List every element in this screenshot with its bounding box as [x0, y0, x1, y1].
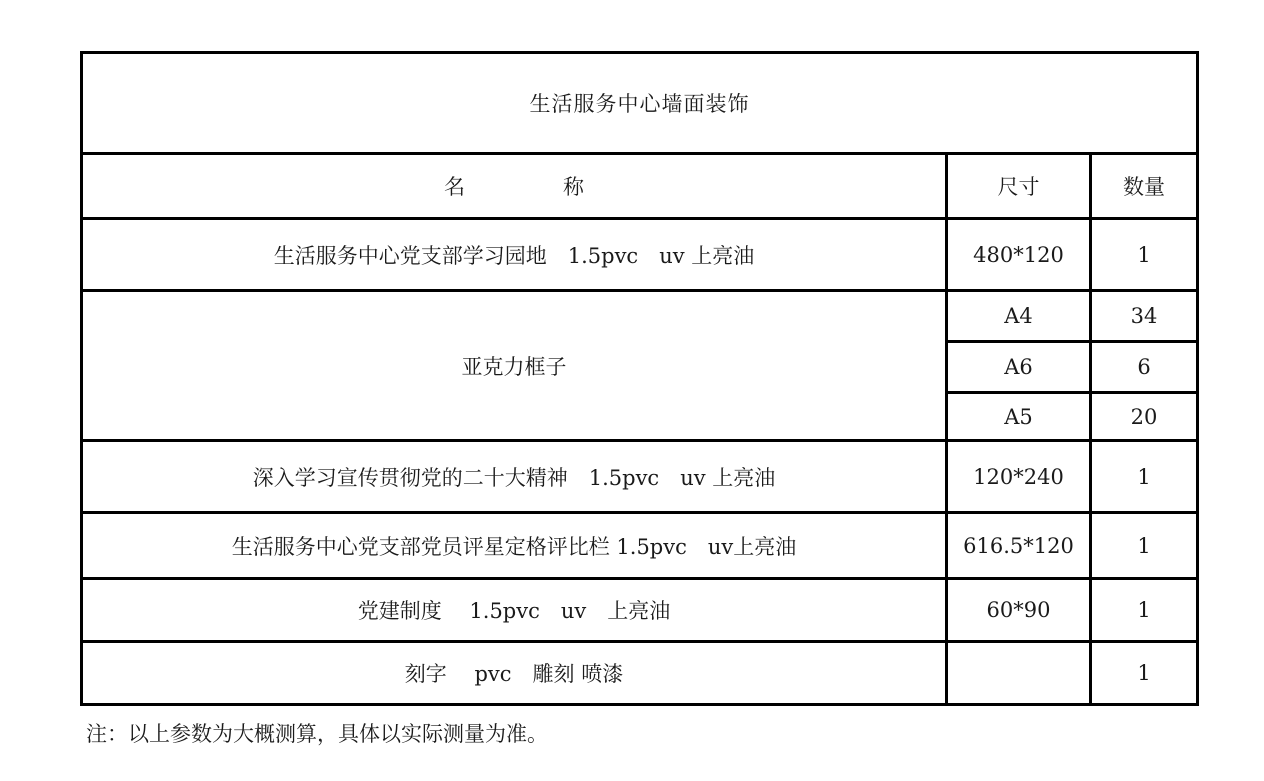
table-row: [82, 219, 1198, 291]
row-quantity: 34: [1091, 291, 1198, 342]
row-size: 60*90: [947, 579, 1091, 642]
row-name: 生活服务中心党支部学习园地 1.5pvc uv 上亮油: [82, 219, 947, 291]
row-quantity: 6: [1091, 342, 1198, 393]
decoration-table: [80, 51, 1199, 706]
row-name: 亚克力框子: [82, 291, 947, 441]
row-size: 616.5*120: [947, 513, 1091, 579]
header-size: 尺寸: [947, 154, 1091, 219]
row-size: A6: [947, 342, 1091, 393]
row-quantity: 1: [1091, 441, 1198, 513]
row-quantity: 1: [1091, 513, 1198, 579]
row-name: 刻字 pvc 雕刻 喷漆: [82, 642, 947, 705]
row-size: A5: [947, 393, 1091, 441]
row-quantity: 1: [1091, 642, 1198, 705]
footnote: 注：以上参数为大概测算，具体以实际测量为准。: [86, 722, 548, 746]
table-row: [82, 642, 1198, 705]
row-name: 深入学习宣传贯彻党的二十大精神 1.5pvc uv 上亮油: [82, 441, 947, 513]
header-quantity: 数量: [1091, 154, 1198, 219]
row-size: 120*240: [947, 441, 1091, 513]
header-name: [82, 154, 947, 219]
row-quantity: 1: [1091, 579, 1198, 642]
table-title: 生活服务中心墙面装饰: [82, 53, 1198, 154]
header-name-part2: 称: [563, 175, 584, 199]
header-name-part1: 名: [444, 175, 465, 199]
table-row: [82, 291, 1198, 342]
row-quantity: 20: [1091, 393, 1198, 441]
table-row: [82, 579, 1198, 642]
row-size: A4: [947, 291, 1091, 342]
row-name: 生活服务中心党支部党员评星定格评比栏 1.5pvc uv上亮油: [82, 513, 947, 579]
row-quantity: 1: [1091, 219, 1198, 291]
row-size: 480*120: [947, 219, 1091, 291]
row-size: [947, 642, 1091, 705]
table-row: [82, 513, 1198, 579]
table-row: [82, 441, 1198, 513]
row-name: 党建制度 1.5pvc uv 上亮油: [82, 579, 947, 642]
